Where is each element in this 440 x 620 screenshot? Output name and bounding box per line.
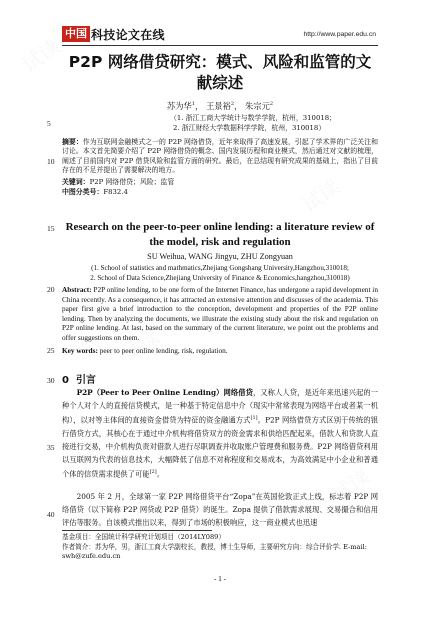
abstract-text: P2P online lending, to be one form of the Internet Finance, has undergone a rapid development in China recently. As a consequence, it has attracted an extensive attention and discusses of the academia. This paper first give a brief introduction to the conception, development and properties of the P2P online lending. Then by analyzing the documents, we illustrate the existing study about the risk and regulation on P2P online lending. At last, based on the summary of the current literature, we point out the problems and offer suggestions on them. xyxy=(62,285,378,342)
paragraph-text: 。P2P 网络借贷方式区别于传统的银行借贷方式，其核心在于通过中介机构将借贷双方的资金需求和供给匹配起来，借款人和贷款人直接进行交易，中介机构负责对借款人进行尽职调查并收取账户管理费和服务费。P2P 网络借贷利用以互联网为代表的信息技术，大幅降低了信息不对称程度和交易成本，为高效满足中小企业和普通个体的信贷需求提供了可能 xyxy=(62,415,379,479)
keywords-cn xyxy=(62,176,174,186)
paragraph-lead: P2P（Peer to Peer Online Lending）网络借贷 xyxy=(76,388,253,397)
affiliation-line: (1. School of statistics and mathmatics,Zhejiang Gongshang University,Hangzhou,310018; xyxy=(91,264,349,272)
logo-mark: 中国 xyxy=(62,26,90,42)
abstract-label: Abstract: xyxy=(62,285,92,294)
paper-title-cn: P2P 网络借贷研究：模式、风险和监管的文献综述 xyxy=(68,53,372,92)
keywords-en xyxy=(62,346,228,355)
keywords-text: peer to peer online lending, risk, regulation. xyxy=(99,346,228,355)
section-heading xyxy=(62,371,96,386)
page-number: - 1 - xyxy=(213,574,227,583)
footnote-author: 作者简介：苏为华，男，浙江工商大学副校长，教授，博士生导师，主要研究方向：综合评价学. E-mail: swh@zufe.edu.cn xyxy=(62,542,367,561)
abstract-text: 作为互联网金融模式之一的 P2P 网络借贷，近年来取得了高速发展，引起了学术界的广泛关注和讨论。本文首先简要介绍了 P2P 网络借贷的概念、国内发展历程和商业模式，然后通过对文献的梳理，阐述了目前国内对 P2P 借贷风险和监管方面的研究。最后，在总结现有研究成果的基础上，指出了目前存在的不足并提出了需要解决的地方。 xyxy=(62,138,378,175)
citation-link[interactable]: [2] xyxy=(149,468,157,475)
line-number: 35 xyxy=(47,443,55,452)
line-number: 15 xyxy=(47,224,55,233)
line-number: 10 xyxy=(47,157,55,166)
authors-en: SU Weihua, WANG Jingyu, ZHU Zongyuan xyxy=(147,252,293,261)
classification-label: 中图分类号： xyxy=(62,188,104,196)
author-name: 王景裕 xyxy=(205,101,231,111)
abstract-cn xyxy=(62,138,378,176)
author-sup: 2 xyxy=(269,101,274,108)
keywords-label: 关键词： xyxy=(62,178,90,186)
line-number: 30 xyxy=(47,376,55,385)
site-logo[interactable] xyxy=(62,26,165,42)
classification-text: F832.4 xyxy=(103,188,128,196)
affiliations-cn xyxy=(170,114,336,133)
affiliation-line: （1. 浙江工商大学统计与数学学院，杭州，310018； xyxy=(170,114,336,122)
author-name: 苏为华 xyxy=(166,101,192,111)
authors-cn: 苏为华$^1$， 王景裕$^2$， 朱宗元$^2$ xyxy=(166,101,274,111)
line-number: 20 xyxy=(47,285,55,294)
paper-title-en: Research on the peer-to-peer online lending: a literature review of the model, risk and regulation xyxy=(65,221,375,248)
classification-cn xyxy=(62,186,128,196)
site-url-link[interactable]: http://www.paper.edu.cn xyxy=(303,31,376,38)
keywords-label: Key words: xyxy=(62,346,98,355)
paragraph-text: ，又称人人贷，是近年来迅速兴起的一种个人对个人的直接信贷模式，是一种基于特定信息中介（现实中常常表现为网络平台或者某一机构），以对等主体间的直接资金借贷为特征的资金融通方式 xyxy=(62,388,378,425)
body-paragraph xyxy=(62,386,378,481)
affiliation-line: 2. 浙江财经大学数据科学学院，杭州，310018） xyxy=(173,123,326,132)
line-number: 40 xyxy=(47,510,55,519)
section-title: 引言 xyxy=(75,375,96,386)
author-sup: 2 xyxy=(230,101,235,108)
watermark xyxy=(295,171,344,218)
author-name: 朱宗元 xyxy=(244,101,270,111)
line-number: 5 xyxy=(47,119,51,128)
paragraph-text: 2005 年 2 月，全球第一家 P2P 网络借贷平台“Zopa”在英国伦敦正式上线，标志着 P2P 网络借贷（以下简称 P2P 网贷或 P2P 借贷）的诞生。Zopa 提供了借款需求展现、交易撮合和信用评估等服务。自该模式推出以来，得到了市场的积极响应，这一商业模式也迅速 xyxy=(62,492,378,528)
affiliation-line: 2. School of Data Science,Zhejiang University of Finance & Economics,hangzhou,310018) xyxy=(90,273,350,282)
footnote-divider xyxy=(62,530,212,531)
footnote-funding: 基金项目：全国统计科学研究计划项目（2014LY089） xyxy=(62,533,225,541)
section-number: 0 xyxy=(62,375,69,386)
abstract-label: 摘要： xyxy=(62,138,83,146)
affiliations-en xyxy=(62,264,378,283)
watermark xyxy=(15,31,64,78)
citation-link[interactable]: [1] xyxy=(250,415,258,422)
logo-text: 科技论文在线 xyxy=(91,27,165,42)
body-paragraph xyxy=(62,490,378,529)
line-number: 25 xyxy=(47,346,55,355)
footnotes xyxy=(62,533,378,562)
author-sup: 1 xyxy=(191,101,196,108)
paragraph-text: 。 xyxy=(156,469,164,479)
keywords-text: P2P 网络借贷；风险；监管 xyxy=(89,178,175,186)
abstract-en xyxy=(62,285,378,342)
header-divider xyxy=(62,45,378,46)
